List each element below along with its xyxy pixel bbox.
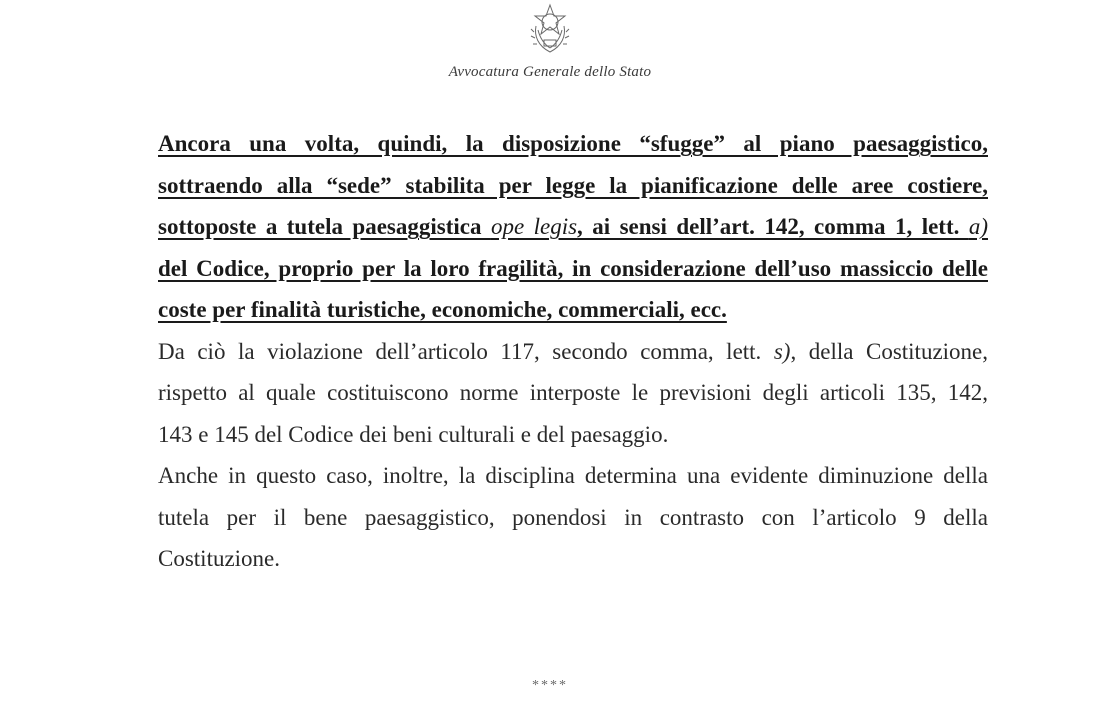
document-body — [158, 123, 988, 580]
paragraph-3 — [158, 455, 988, 580]
section-separator: **** — [532, 678, 568, 693]
italic-letter-a: a) — [968, 214, 988, 239]
paragraph-2-line-3: 143 e 145 del Codice dei beni culturali e del paesaggio. — [158, 421, 669, 447]
text-segment: Da ciò la violazione dell’articolo 117, secondo comma, lett. — [158, 338, 774, 364]
paragraph-2-line-1 — [158, 331, 988, 373]
paragraph-3-line-2: tutela per il bene paesaggistico, ponendosi in contrasto con l’articolo 9 della — [158, 504, 988, 530]
paragraph-2 — [158, 331, 988, 456]
paragraph-2-line-2: rispetto al quale costituiscono norme interposte le previsioni degli articoli 135, 142, — [158, 380, 988, 405]
italian-republic-emblem-icon — [528, 2, 572, 56]
text-segment: , della Costituzione, — [790, 338, 989, 364]
paragraph-1-line-1: Ancora una volta, quindi, la disposizione “sfugge” al piano paesaggistico, — [158, 131, 988, 156]
paragraph-1-line-3 — [158, 206, 988, 248]
paragraph-3-line-3: Costituzione. — [158, 546, 281, 571]
paragraph-3-line-1: Anche in questo caso, inoltre, la disciplina determina una evidente diminuzione della — [158, 463, 988, 488]
paragraph-1-line-4: del Codice, proprio per la loro fragilità, in considerazione dell’uso massiccio delle — [158, 255, 988, 281]
paragraph-1-line-5: coste per finalità turistiche, economiche, commerciali, ecc. — [158, 297, 727, 322]
institution-name: Avvocatura Generale dello Stato — [448, 64, 652, 80]
letterhead — [0, 0, 1100, 110]
text-segment: sottoposte a tutela paesaggistica — [158, 214, 491, 239]
paragraph-1-line-2: sottraendo alla “sede” stabilita per legge la pianificazione delle aree costiere, — [158, 172, 988, 198]
text-segment: , ai sensi dell’art. 142, comma 1, lett. — [577, 214, 969, 239]
italic-term-ope-legis: ope legis — [490, 214, 578, 239]
italic-letter-s: s) — [773, 338, 791, 364]
paragraph-1 — [158, 123, 988, 331]
